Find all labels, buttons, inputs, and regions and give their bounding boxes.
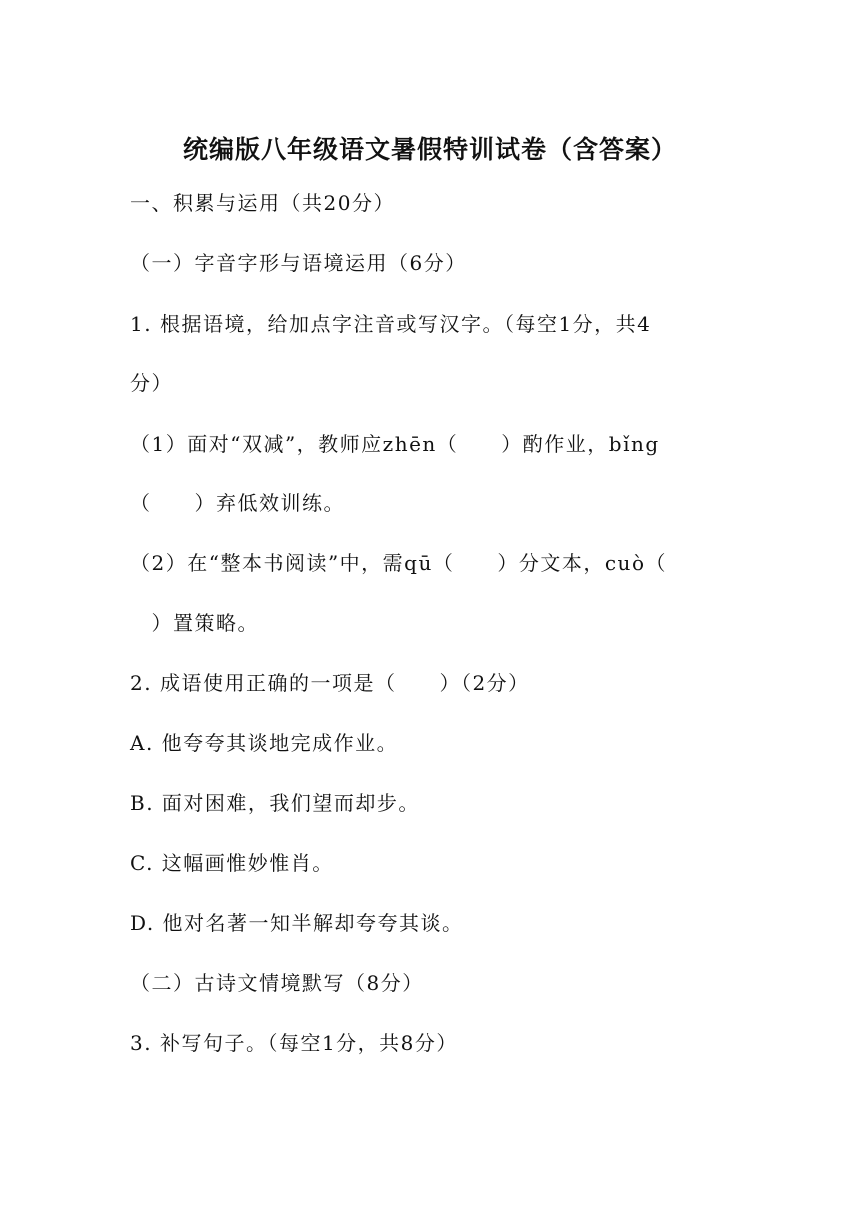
- page-title: 统编版八年级语文暑假特训试卷（含答案）: [182, 135, 677, 164]
- question-1-item-2: （2）在“整本书阅读”中，需qū（ ）分文本，cuò（: [130, 551, 667, 575]
- option-b: B. 面对困难，我们望而却步。: [130, 791, 420, 815]
- option-a: A. 他夸夸其谈地完成作业。: [130, 731, 399, 755]
- question-1-item-1: （1）面对“双减”，教师应zhēn（ ）酌作业，bǐng: [130, 432, 660, 456]
- subsection-heading-2: （二）古诗文情境默写（8分）: [130, 971, 424, 995]
- question-3: 3. 补写句子。（每空1分，共8分）: [130, 1031, 458, 1055]
- question-1-item-1-continued: （ ）弃低效训练。: [130, 491, 345, 515]
- option-d: D. 他对名著一知半解却夸夸其谈。: [130, 911, 464, 935]
- question-1: 1. 根据语境，给加点字注音或写汉字。（每空1分，共4: [130, 312, 652, 336]
- question-1-item-2-continued: ）置策略。: [130, 611, 259, 635]
- section-heading-1: 一、积累与运用（共20分）: [130, 191, 395, 215]
- question-1-continued: 分）: [130, 371, 173, 395]
- option-c: C. 这幅画惟妙惟肖。: [130, 851, 334, 875]
- question-2: 2. 成语使用正确的一项是（ ）（2分）: [130, 671, 530, 695]
- subsection-heading-1: （一）字音字形与语境运用（6分）: [130, 251, 467, 275]
